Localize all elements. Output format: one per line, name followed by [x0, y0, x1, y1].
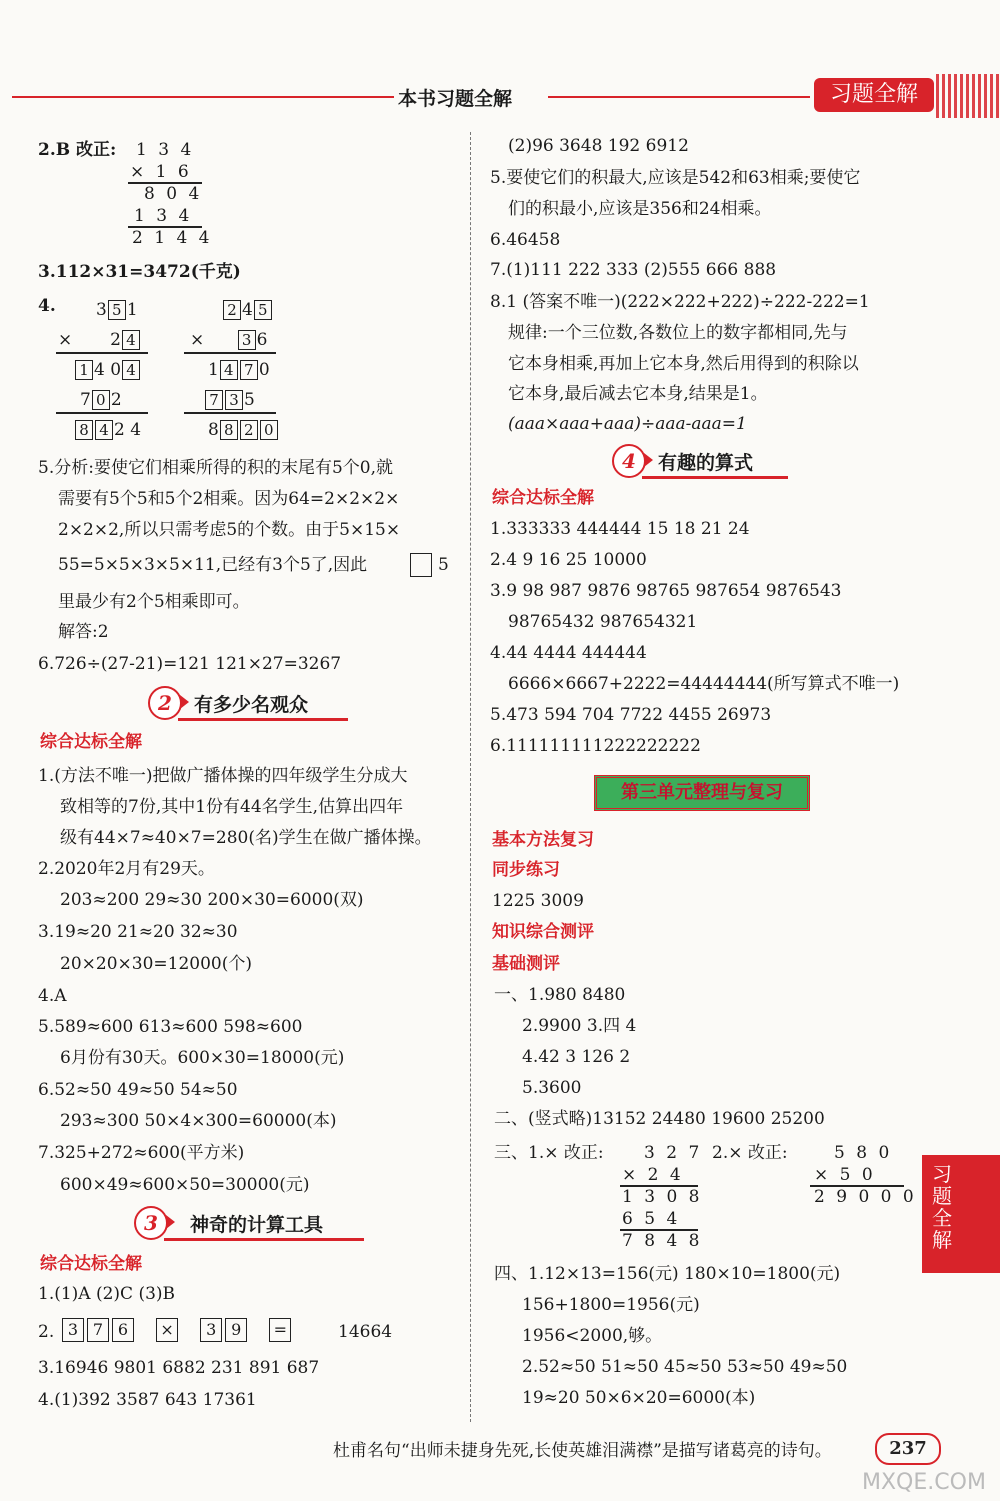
subsection-title: 基本方法复习	[492, 830, 594, 850]
text-line: 19≈20 50×6×20=6000(本)	[522, 1388, 756, 1408]
text-line: 3.9 98 987 9876 98765 987654 9876543	[490, 581, 842, 601]
q4-label: 4.	[38, 296, 56, 316]
section-title: 神奇的计算工具	[190, 1214, 324, 1236]
text-line: 6.46458	[490, 230, 561, 250]
san-mult1-row: 3 2 7	[644, 1143, 703, 1163]
text-line: 它本身,最后减去它本身,结果是1。	[508, 384, 768, 404]
text-line: 5.3600	[522, 1078, 582, 1098]
text-line: 6月份有30天。600×30=18000(元)	[60, 1048, 345, 1068]
arrow-icon	[644, 453, 653, 467]
q4a-row4: 7 0 2	[80, 390, 122, 410]
san-mult1-row: 7 8 4 8	[622, 1231, 703, 1251]
header-rule-right	[548, 96, 810, 98]
q2-row: 8 0 4	[144, 184, 203, 204]
text-line: 6.52≈50 49≈50 54≈50	[38, 1080, 238, 1100]
q4b-rule	[184, 352, 276, 354]
section-underline	[164, 1238, 364, 1241]
arrow-icon	[166, 1215, 175, 1229]
san-mult1-row: 1 3 0 8	[622, 1187, 703, 1207]
q5-line: 需要有5个5和5个2相乘。因为64=2×2×2×	[58, 489, 400, 509]
subsection-title: 综合达标全解	[40, 732, 142, 752]
text-line: 2.52≈50 51≈50 45≈50 53≈50 49≈50	[522, 1357, 848, 1377]
q5-answer: 解答:2	[58, 622, 109, 642]
san-label: 三、1.× 改正:	[494, 1143, 604, 1163]
text-line: 2.2020年2月有29天。	[38, 859, 215, 879]
q5-line: 55=5×5×3×5×11,已经有3个5了,因此	[58, 555, 368, 575]
section-number: 4	[612, 444, 646, 478]
text-line: 4.42 3 126 2	[522, 1047, 631, 1067]
q4a-row5: 8 4 2 4	[74, 420, 141, 440]
text-line: 致相等的7份,其中1份有44名学生,估算出四年	[60, 797, 404, 817]
side-tab-label: 习题全解	[932, 1162, 952, 1252]
unit-title: 第三单元整理与复习	[594, 775, 810, 811]
q6: 6.726÷(27-21)=121 121×27=3267	[38, 654, 342, 674]
q5-line: 5.分析:要使它们相乘所得的积的末尾有5个0,就	[38, 458, 393, 478]
text-line: 600×49≈600×50=30000(元)	[60, 1175, 310, 1195]
text-line: 3.16946 9801 6882 231 891 687	[38, 1358, 320, 1378]
q4b-row4: 7 3 5	[204, 390, 255, 410]
calc-key: 3	[200, 1318, 222, 1342]
text-line: 四、1.12×13=156(元) 180×10=1800(元)	[494, 1264, 841, 1284]
calc-key: 7	[87, 1318, 109, 1342]
text-line: 156+1800=1956(元)	[522, 1295, 700, 1315]
q4b-rule	[184, 412, 276, 414]
section-number: 3	[134, 1206, 168, 1240]
text-line: 5.589≈600 613≈600 598≈600	[38, 1017, 303, 1037]
q5-line: 里最少有2个5相乘即可。	[58, 592, 250, 612]
q5-line: 2×2×2,所以只需考虑5的个数。由于5×15×	[58, 520, 401, 540]
q4a-rule	[56, 412, 148, 414]
q2-row: 2 1 4 4	[132, 228, 213, 248]
text-line: 6.111111111222222222	[490, 736, 701, 756]
side-tab	[922, 1155, 1000, 1273]
text-line: 5.473 594 704 7722 4455 26973	[490, 705, 772, 725]
text-line: 它本身相乘,再加上它本身,然后用得到的积除以	[508, 354, 859, 374]
text-line: 98765432 987654321	[508, 612, 698, 632]
calc-key: ×	[156, 1318, 178, 1342]
subsection-title: 综合达标全解	[492, 488, 594, 508]
watermark: MXQE.COM	[862, 1470, 986, 1495]
text-line: 级有44×7≈40×7=280(名)学生在做广播体操。	[60, 828, 432, 848]
q4b-row5: 8 8 2 0	[208, 420, 279, 440]
q4b-row3: 1 4 7 0	[208, 360, 270, 380]
subsection-title: 知识综合测评	[492, 922, 594, 942]
header-rule-left	[12, 96, 394, 98]
section-4-heading	[612, 444, 792, 478]
page-number: 237	[875, 1433, 941, 1465]
section-number: 2	[148, 686, 182, 720]
text-line: 1.333333 444444 15 18 21 24	[490, 519, 750, 539]
text-line: 20×20×30=12000(个)	[60, 954, 252, 974]
text-line: 6666×6667+2222=44444444(所写算式不唯一)	[508, 674, 900, 694]
text-line: 8.1 (答案不唯一)(222×222+222)÷222-222=1	[490, 292, 870, 312]
text-line: 1956<2000,够。	[522, 1326, 663, 1346]
text-line: 203≈200 29≈30 200×30=6000(双)	[60, 890, 364, 910]
subsection-title: 综合达标全解	[40, 1254, 142, 1274]
section-underline	[642, 476, 788, 479]
section-2-heading	[148, 686, 358, 720]
q3: 3.112×31=3472(千克)	[38, 262, 241, 282]
text-line: 4.(1)392 3587 643 17361	[38, 1390, 257, 1410]
calc-key: 3	[62, 1318, 84, 1342]
text-line: 们的积最小,应该是356和24相乘。	[508, 199, 772, 219]
q4a-row3: 1 4 0 4	[74, 360, 141, 380]
footer-quote: 杜甫名句“出师未捷身先死,长使英雄泪满襟”是描写诸葛亮的诗句。	[333, 1441, 832, 1461]
text-line: 2.4 9 16 25 10000	[490, 550, 647, 570]
calc-q2-label: 2.	[38, 1322, 55, 1342]
text-line: 7.(1)111 222 333 (2)555 666 888	[490, 260, 777, 280]
text-line: 规律:一个三位数,各数位上的数字都相同,先与	[508, 323, 848, 343]
header-tab: 习题全解	[814, 78, 934, 112]
san-mult2-row: 5 8 0	[834, 1143, 893, 1163]
san-mult1-row: × 2 4	[622, 1165, 684, 1185]
q4a-row2: × 2 4	[58, 330, 141, 350]
q4b-row2: × 3 6	[190, 330, 268, 350]
section-3-heading	[134, 1206, 374, 1240]
san-mult1-row: 6 5 4	[622, 1209, 681, 1229]
text-line: 2.9900 3.四 4	[522, 1016, 637, 1036]
calc-key: 6	[112, 1318, 134, 1342]
q2-row: × 1 6	[130, 162, 192, 182]
section-title: 有趣的算式	[658, 452, 754, 474]
text-line: 4.A	[38, 986, 67, 1006]
text-line: 7.325+272≈600(平方米)	[38, 1143, 245, 1163]
q2-row: 1 3 4	[136, 140, 195, 160]
q2-head: 2.B 改正:	[38, 140, 117, 160]
text-line: 1.(1)A (2)C (3)B	[38, 1284, 176, 1304]
text-line: (aaa×aaa+aaa)÷aaa-aaa=1	[508, 414, 747, 434]
q5-blank-box	[410, 553, 432, 577]
calculator-keys	[62, 1318, 294, 1342]
calc-result: 14664	[338, 1322, 393, 1342]
text-line: 1.(方法不唯一)把做广播体操的四年级学生分成大	[38, 766, 408, 786]
text-line: 293≈300 50×4×300=60000(本)	[60, 1111, 337, 1131]
q4b-row1: 2 4 5	[222, 300, 273, 320]
text-line: 1225 3009	[492, 891, 584, 911]
calc-key: 9	[225, 1318, 247, 1342]
text-line: 5.要使它们的积最大,应该是542和63相乘;要使它	[490, 168, 861, 188]
san-mult2-row: × 5 0	[814, 1165, 876, 1185]
calc-key: =	[269, 1318, 291, 1342]
q4a-rule	[56, 352, 148, 354]
q4a-row1: 3 5 1	[96, 300, 138, 320]
header-stripes	[936, 74, 1000, 118]
section-title: 有多少名观众	[194, 694, 309, 716]
text-line: (2)96 3648 192 6912	[508, 136, 689, 156]
text-line: 二、(竖式略)13152 24480 19600 25200	[494, 1109, 825, 1129]
text-line: 4.44 4444 444444	[490, 643, 647, 663]
q5-line: 5	[438, 555, 449, 575]
san-mult2-row: 2 9 0 0 0	[814, 1187, 917, 1207]
subsection-title: 基础测评	[492, 954, 560, 974]
text-line: 3.19≈20 21≈20 32≈30	[38, 922, 238, 942]
q2-row: 1 3 4	[134, 206, 193, 226]
san2-label: 2.× 改正:	[712, 1143, 788, 1163]
section-underline	[178, 718, 348, 721]
text-line: 一、1.980 8480	[494, 985, 626, 1005]
header-title: 本书习题全解	[398, 88, 513, 110]
arrow-icon	[180, 695, 189, 709]
subsection-title: 同步练习	[492, 860, 560, 880]
column-divider	[470, 132, 471, 1422]
